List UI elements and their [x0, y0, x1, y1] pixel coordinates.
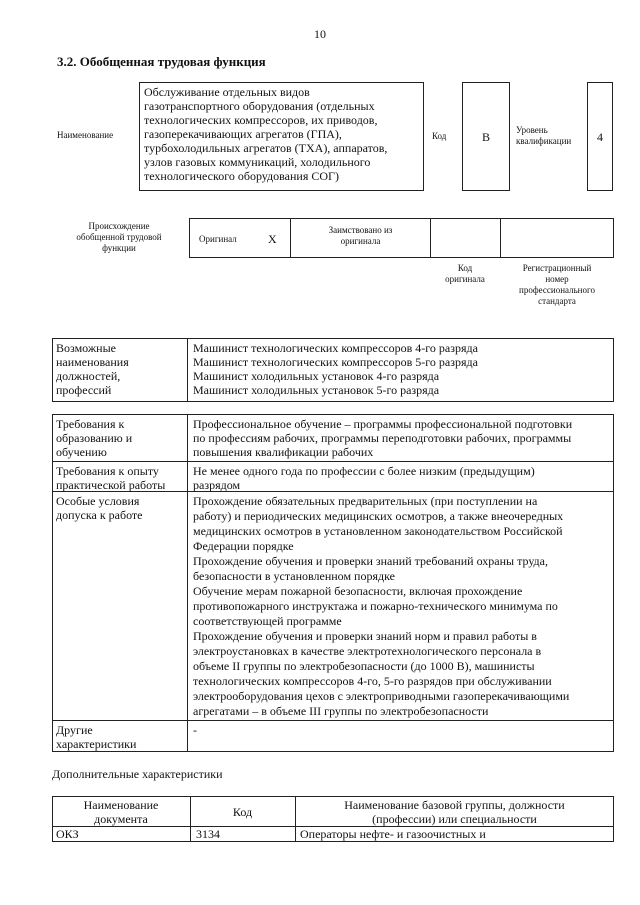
- origin-label: Происхождение обобщенной трудовой функции: [76, 221, 162, 253]
- borrowed-label: Заимствовано из оригинала: [328, 225, 393, 246]
- additional-title: Дополнительные характеристики: [52, 767, 223, 781]
- education-text: Профессиональное обучение – программы профессиональной подготовки по профессиям рабочих, программы переподготовки рабочих, программы повышения квалификации рабочих: [193, 417, 573, 459]
- qualification-level-value: 4: [597, 130, 603, 144]
- row-doc: ОКЗ: [56, 827, 79, 841]
- other-value: -: [193, 723, 197, 737]
- col-code-header: Код: [232, 805, 253, 819]
- page-number: 10: [314, 27, 326, 41]
- col-name-header: Наименование базовой группы, должности (профессии) или специальности: [344, 798, 565, 826]
- list-item: Машинист холодильных установок 4-го разряда: [193, 369, 440, 383]
- section-title: 3.2. Обобщенная трудовая функция: [57, 54, 266, 69]
- experience-label: Требования к опыту практической работы: [56, 464, 166, 492]
- conditions-label: Особые условия допуска к работе: [56, 494, 143, 522]
- original-label: Оригинал: [199, 234, 237, 244]
- reg-number-label: Регистрационный номер профессионального стандарта: [519, 263, 595, 306]
- code-original-label: Код оригинала: [445, 263, 485, 284]
- function-name-box: [139, 82, 424, 191]
- code-value: B: [481, 130, 490, 144]
- list-item: Машинист технологических компрессоров 5-го разряда: [193, 355, 478, 369]
- function-name-text: Обслуживание отдельных видов газотранспортного оборудования (отдельных технологических компрессоров, их приводов, газоперекачивающих агрегатов (ГПА), турбохолодильных агрегатов (ТХА), аппаратов, узлов газовых коммуникаций, холодильного технологического оборудования СОГ): [144, 85, 388, 183]
- col-doc-header: Наименование документа: [83, 798, 159, 826]
- experience-text: Не менее одного года по профессии с более низким (предыдущим) разрядом: [193, 464, 535, 492]
- positions-list: [193, 341, 478, 397]
- qualification-level-label: Уровень квалификации: [516, 125, 572, 146]
- row-code: 3134: [196, 827, 220, 841]
- row-name: Операторы нефте- и газоочистных и: [300, 827, 486, 841]
- code-value-box: [462, 82, 510, 191]
- other-label: Другие характеристики: [56, 723, 137, 751]
- original-mark: X: [268, 232, 277, 246]
- list-item: Машинист технологических компрессоров 4-го разряда: [193, 341, 478, 355]
- list-item: Машинист холодильных установок 5-го разряда: [193, 383, 440, 397]
- conditions-text: Прохождение обязательных предварительных (при поступлении на работу) и периодических медицинских осмотров, а также внеочередных медицинских осмотров в установленном законодательством Российской Федерации порядке Прохождение обучения и проверки знаний требований охраны труда, безопасности в установленном порядке Обучение мерам пожарной безопасности, включая прохождение противопожарного инструктажа и пожарно-технического минимума по соответствующей программе Прохождение обучения и проверки знаний норм и правил работы в электроустановках в качестве электротехнологического персонала в объеме II группы по электробезопасности (до 1000 В), машинисты технологических компрессоров 4-го, 5-го разрядов при обслуживании электрооборудования цехов с электроприводными газоперекачивающими агрегатами – в объеме III группы по электробезопасности: [193, 494, 570, 718]
- qualification-level-box: [587, 82, 613, 191]
- code-label: Код: [432, 131, 447, 141]
- positions-label: Возможные наименования должностей, профессий: [56, 341, 129, 397]
- name-label: Наименование: [57, 130, 114, 140]
- education-label: Требования к образованию и обучению: [56, 417, 133, 459]
